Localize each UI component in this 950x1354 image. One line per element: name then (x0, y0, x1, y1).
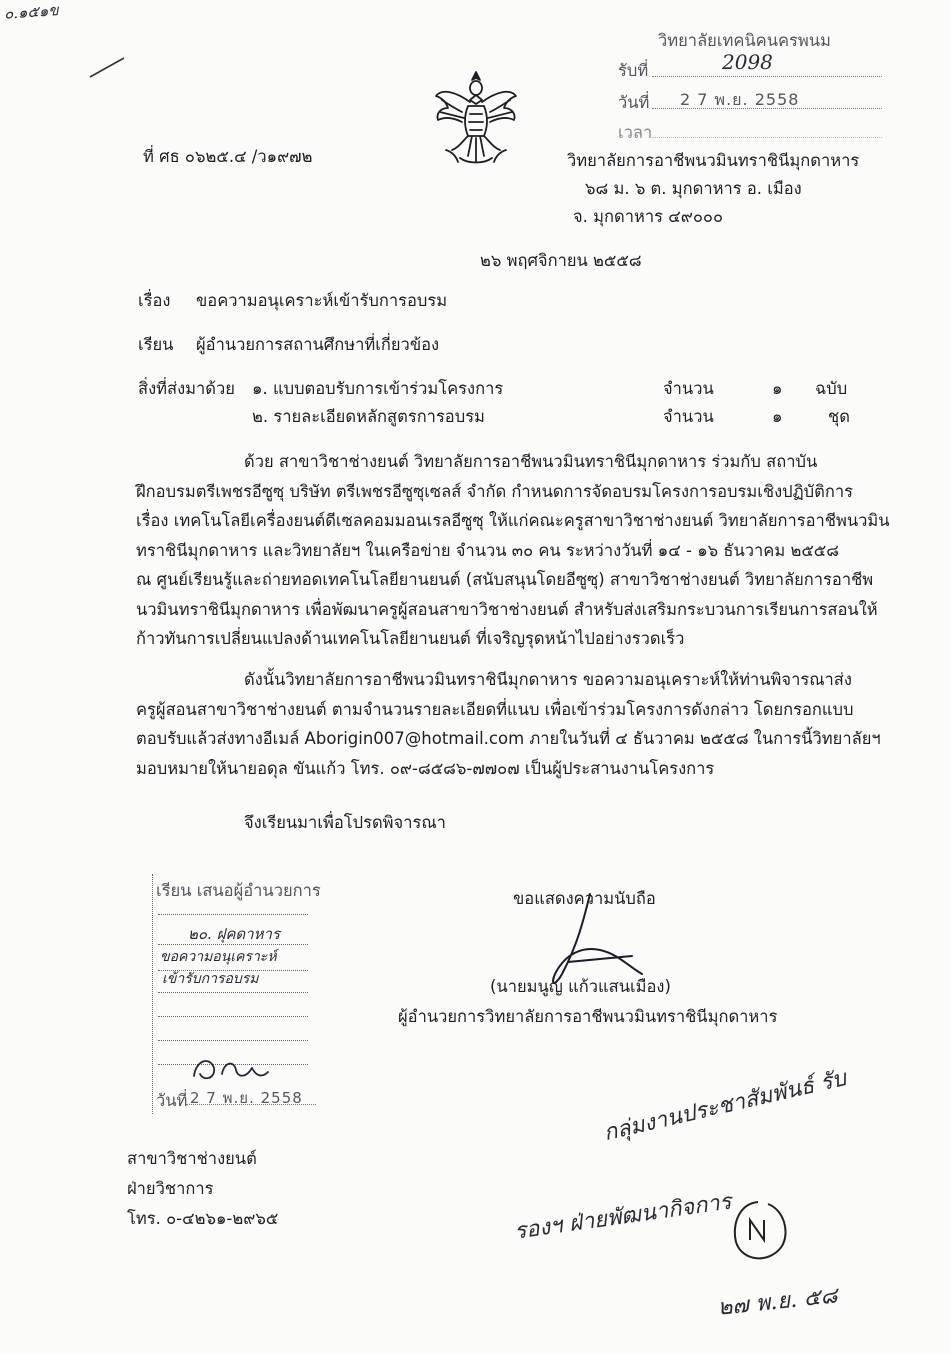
enclosure-unit: ฉบับ (815, 379, 848, 398)
closing-text: จึงเรียนมาเพื่อโปรดพิจารณา (244, 813, 446, 832)
handwritten-endorsement-line: กลุ่มงานประชาสัมพันธ์ รับ (601, 1066, 849, 1147)
handwritten-circle-mark (728, 1196, 790, 1268)
letter-date: ๒๖ พฤศจิกายน ๒๕๕๘ (480, 251, 642, 270)
corner-pen-stroke (88, 52, 128, 82)
regards-text: ขอแสดงความนับถือ (513, 889, 656, 908)
routing-note-date-value: 2 7 พ.ย. 2558 (190, 1089, 303, 1107)
reference-number: ที่ ศธ ๐๖๒๕.๔ /ว๑๙๗๒ (143, 147, 313, 166)
enclosure-qty-label: จำนวน (663, 407, 714, 426)
enclosures-label: สิ่งที่ส่งมาด้วย (138, 379, 235, 398)
enclosure-qty: ๑ (772, 379, 783, 398)
enclosure-item: ๒. รายละเอียดหลักสูตรการอบรม (252, 407, 485, 426)
stamp-date-label: วันที่ (618, 93, 650, 112)
signer-title: ผู้อำนวยการวิทยาลัยการอาชีพนวมินทราชินีมุกดาหาร (398, 1007, 778, 1026)
sender-address-line: ๖๘ ม. ๖ ต. มุกดาหาร อ. เมือง (585, 179, 802, 198)
addressee-text: ผู้อำนวยการสถานศึกษาที่เกี่ยวข้อง (196, 335, 440, 354)
body-line: ด้วย สาขาวิชาช่างยนต์ วิทยาลัยการอาชีพนวมินทราชินีมุกดาหาร ร่วมกับ สถาบัน (244, 452, 818, 471)
body-line: เรื่อง เทคโนโลยีเครื่องยนต์ดีเซลคอมมอนเรลอีซูซุ ให้แก่คณะครูสาขาวิชาช่างยนต์ วิทยาลัยการอาชีพนวมิน (136, 511, 890, 530)
subject-text: ขอความอนุเคราะห์เข้ารับการอบรม (196, 291, 448, 310)
handwritten-endorsement-line: รองฯ ฝ่ายพัฒนากิจการ (512, 1189, 733, 1245)
subject-label: เรื่อง (138, 291, 171, 310)
body-line: ตอบรับแล้วส่งทางอีเมล์ Aborigin007@hotmail.com ภายในวันที่ ๔ ธันวาคม ๒๕๕๘ ในการนี้วิทยาลัยฯ (136, 729, 881, 748)
signer-name: (นายมนูญ แก้วแสนเมือง) (490, 977, 671, 996)
routing-note-line: ขอความอนุเคราะห์ (160, 949, 277, 965)
stamp-recv-label: รับที่ (618, 61, 649, 80)
dept-name: สาขาวิชาช่างยนต์ (127, 1149, 257, 1168)
routing-note-date-label: วันที่ (156, 1091, 188, 1110)
corner-handwritten-number: ๐.๑๕๑ข (3, 1, 60, 23)
routing-note-line: ๒๐. ฝุคดาหาร (188, 925, 280, 943)
stamp-date-value: 2 7 พ.ย. 2558 (680, 90, 800, 109)
body-paragraph-2 (136, 665, 881, 783)
dept-phone: โทร. ๐-๔๒๖๑-๒๙๖๕ (127, 1209, 279, 1228)
sender-name: วิทยาลัยการอาชีพนวมินทราชินีมุกดาหาร (567, 151, 860, 170)
routing-note-header: เรียน เสนอผู้อำนวยการ (156, 881, 321, 900)
body-line: มอบหมายให้นายอดุล ขันแก้ว โทร. ๐๙-๘๕๘๖-๗๗๐๗ เป็นผู้ประสานงานโครงการ (136, 758, 715, 778)
handwritten-endorsement-date: ๒๗ พ.ย. ๕๘ (716, 1283, 839, 1321)
enclosure-item: ๑. แบบตอบรับการเข้าร่วมโครงการ (252, 379, 504, 398)
body-line: ณ ศูนย์เรียนรู้และถ่ายทอดเทคโนโลยียานยนต์ (สนับสนุนโดยอีซูซุ) สาขาวิชาช่างยนต์ วิทยาลัยการอาชีพ (136, 570, 874, 589)
stamp-time-label: เวลา (618, 123, 653, 142)
garuda-emblem-icon (432, 66, 520, 170)
body-line: ดังนั้นวิทยาลัยการอาชีพนวมินทราชินีมุกดาหาร ขอความอนุเคราะห์ให้ท่านพิจารณาส่ง (244, 670, 852, 689)
addressee-label: เรียน (138, 335, 174, 354)
body-paragraph-1 (136, 447, 890, 654)
body-line: ทราชินีมุกดาหาร และวิทยาลัยฯ ในเครือข่าย จำนวน ๓๐ คน ระหว่างวันที่ ๑๔ - ๑๖ ธันวาคม ๒๕๕๘ (136, 540, 840, 560)
routing-note-initials (186, 1050, 276, 1086)
sender-province-line: จ. มุกดาหาร ๔๙๐๐๐ (573, 207, 724, 226)
dept-section: ฝ่ายวิชาการ (127, 1179, 214, 1198)
stamp-org: วิทยาลัยเทคนิคนครพนม (658, 31, 831, 50)
routing-note-line: เข้ารับการอบรม (162, 971, 259, 987)
enclosure-qty-label: จำนวน (663, 379, 714, 398)
body-line: นวมินทราชินีมุกดาหาร เพื่อพัฒนาครูผู้สอนสาขาวิชาช่างยนต์ สำหรับส่งเสริมกระบวนการเรียนการสอนให้ (136, 599, 878, 619)
body-line: ครูผู้สอนสาขาวิชาช่างยนต์ ตามจำนวนรายละเอียดที่แนบ เพื่อเข้าร่วมโครงการดังกล่าว โดยกรอกแบบ (136, 699, 854, 719)
body-line: ก้าวทันการเปลี่ยนแปลงด้านเทคโนโลยียานยนต์ ที่เจริญรุดหน้าไปอย่างรวดเร็ว (136, 629, 685, 648)
body-line: ฝึกอบรมตรีเพชรอีซูซุ บริษัท ตรีเพชรอีซูซุเซลส์ จำกัด กำหนดการจัดอบรมโครงการอบรมเชิงปฏิบัติการ (136, 481, 853, 501)
enclosure-qty: ๑ (772, 407, 783, 426)
enclosure-unit: ชุด (828, 407, 850, 426)
stamp-recv-no: 2098 (722, 50, 773, 74)
